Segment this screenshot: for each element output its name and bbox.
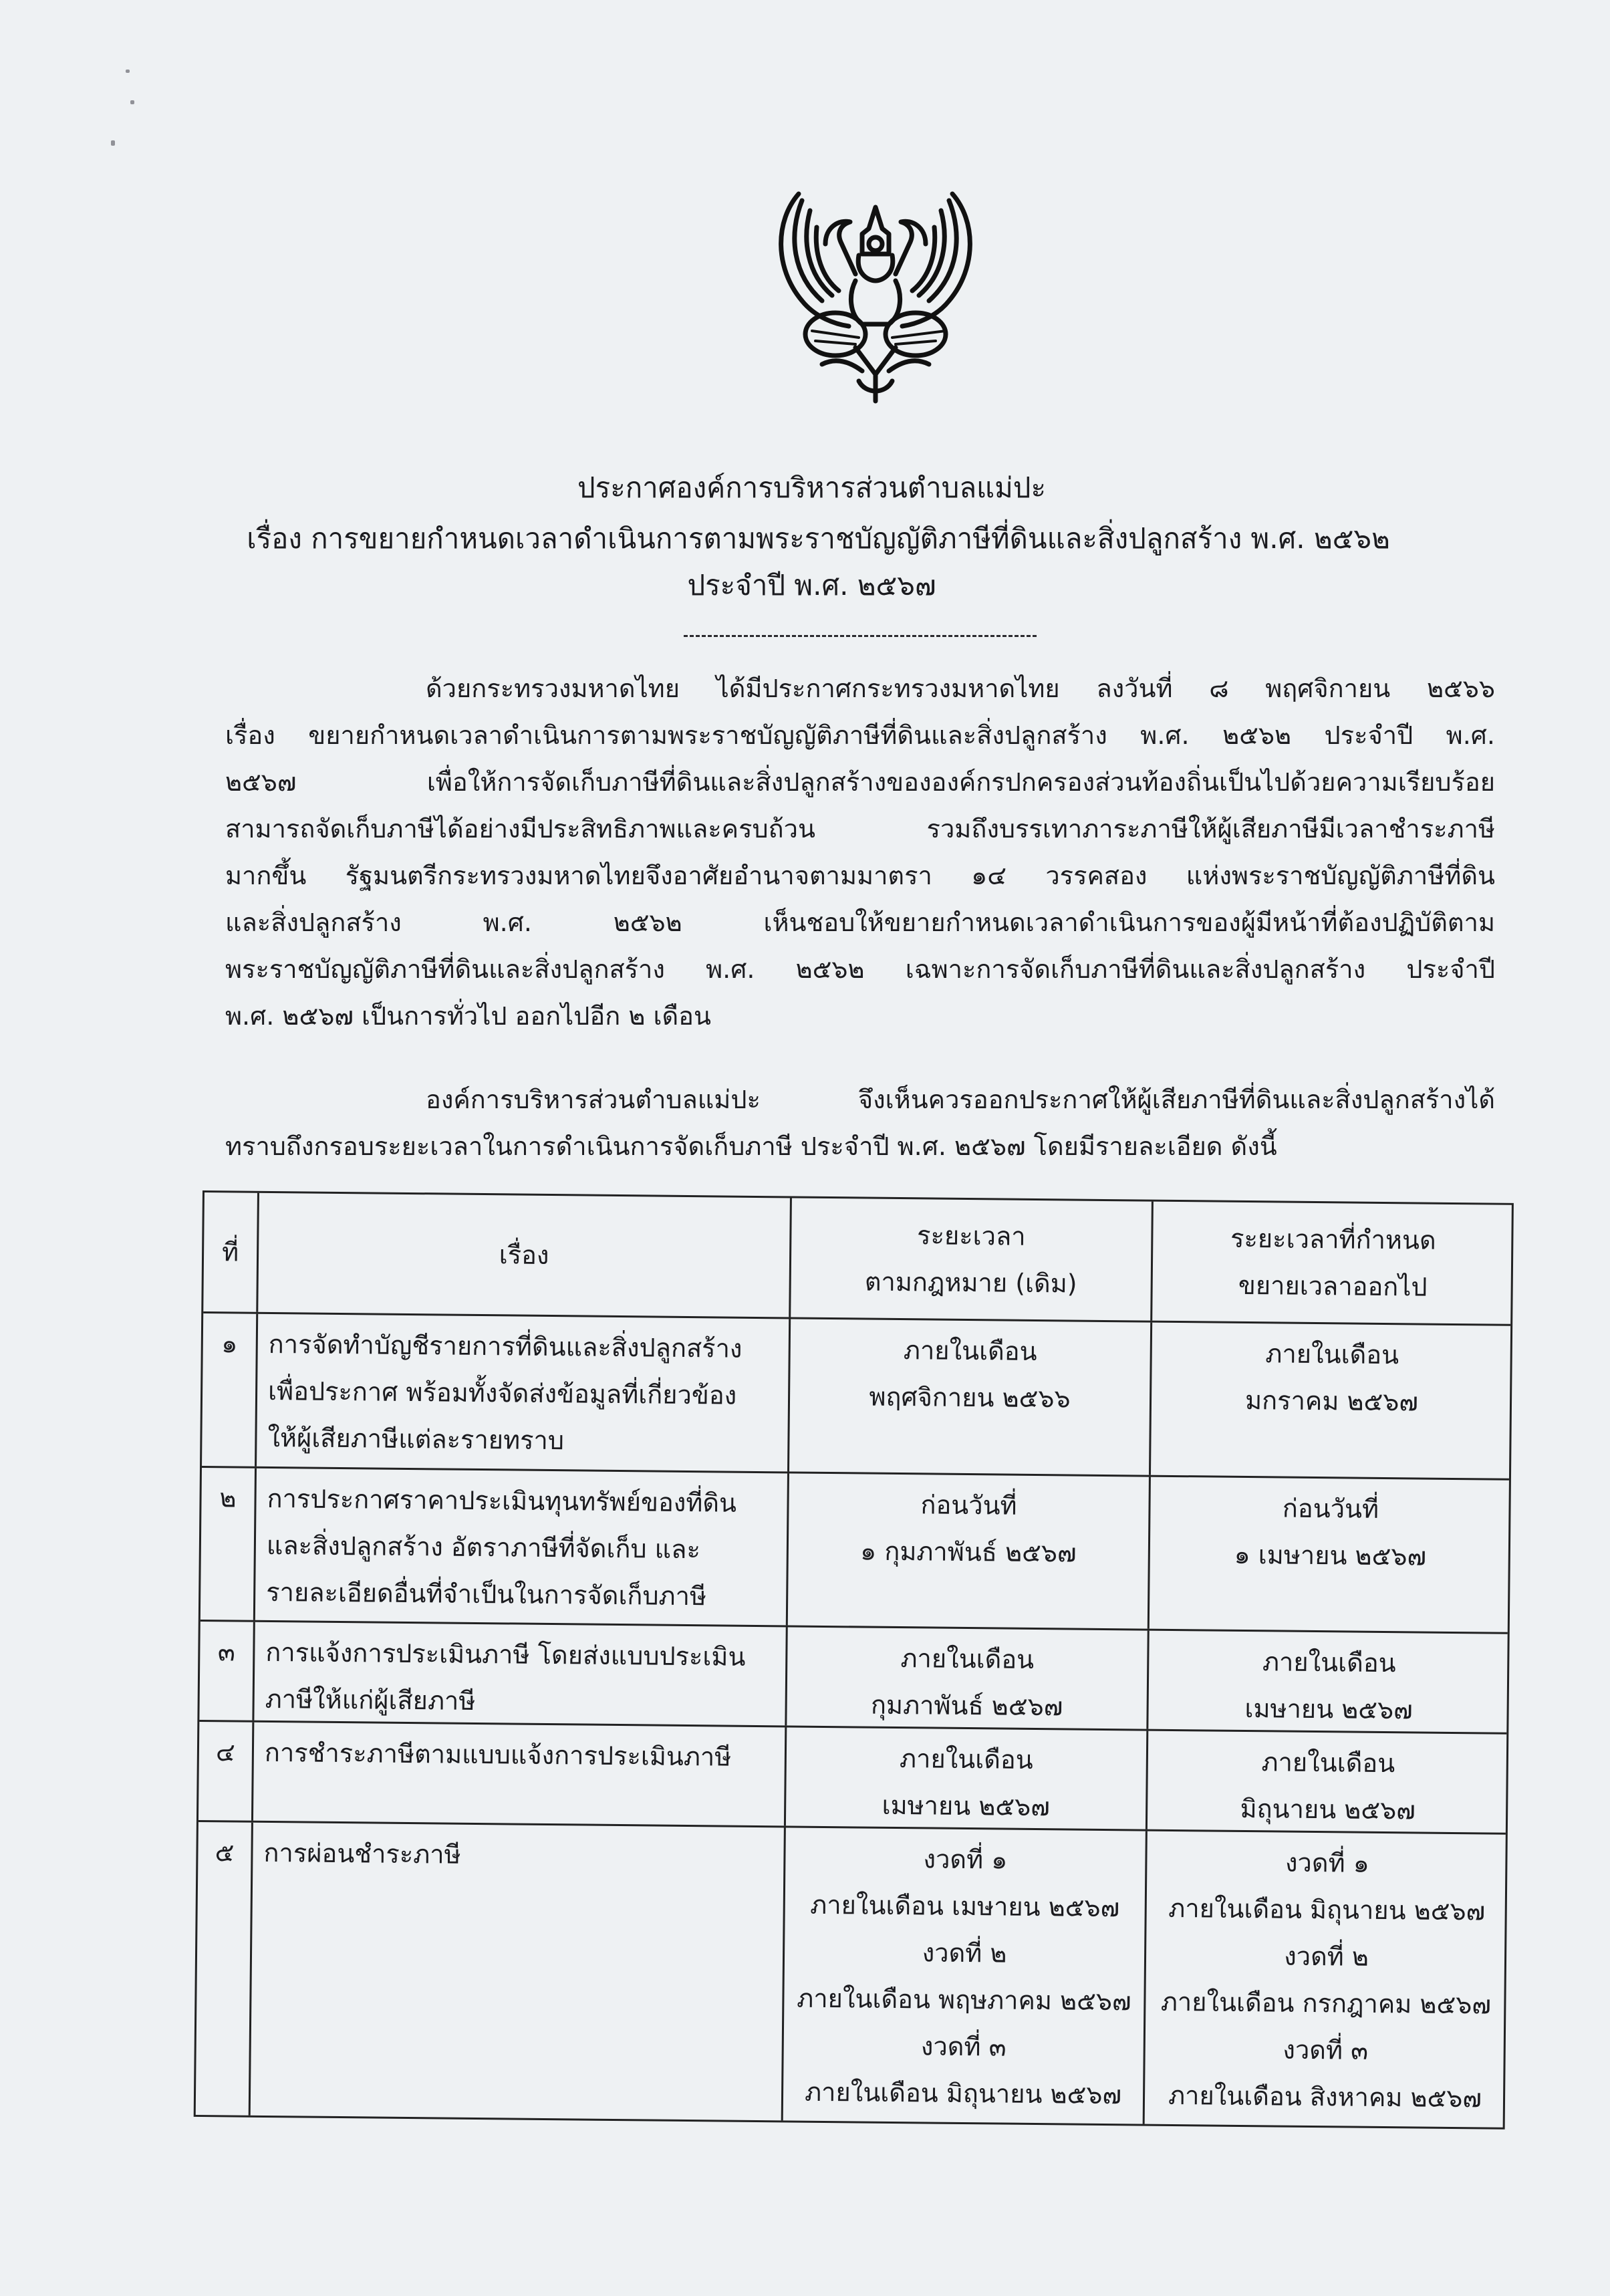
row-topic: การแจ้งการประเมินภาษี โดยส่งแบบประเมิน ภาษีให้แก่ผู้เสียภาษี (254, 1622, 787, 1726)
paragraph-line: ด้วยกระทรวงมหาดไทย ได้มีประกาศกระทรวงมหาดไทย ลงวันที่ ๘ พฤศจิกายน ๒๕๖๖ (426, 674, 1495, 703)
row-topic: การจัดทำบัญชีรายการที่ดินและสิ่งปลูกสร้าง เพื่อประกาศ พร้อมทั้งจัดส่งข้อมูลที่เกี่ยวข้อง ให้ผู้เสียภาษีแต่ละรายทราบ (257, 1314, 791, 1472)
paragraph-line: ทราบถึงกรอบระยะเวลาในการดำเนินการจัดเก็บภาษี ประจำปี พ.ศ. ๒๕๖๗ โดยมีรายละเอียด ดังนี้ (225, 1132, 1277, 1161)
tax-schedule-table (194, 1190, 1514, 2130)
row-extended-period: ภายในเดือน เมษายน ๒๕๖๗ (1244, 1647, 1413, 1725)
row-extended-period: งวดที่ ๑ ภายในเดือน มิถุนายน ๒๕๖๗ งวดที่ ๒ ภายในเดือน กรกฎาคม ๒๕๖๗ งวดที่ ๓ ภายในเดือน สิงหาคม ๒๕๖๗ (1160, 1847, 1492, 2114)
paragraph-line: องค์การบริหารส่วนตำบลแม่ปะ จึงเห็นควรออกประกาศให้ผู้เสียภาษีที่ดินและสิ่งปลูกสร้างได้ (426, 1085, 1495, 1114)
organization-line: ประกาศองค์การบริหารส่วนตำบลแม่ปะ (577, 471, 1047, 504)
header-topic: เรื่อง (258, 1193, 792, 1317)
announcement-year (0, 560, 1610, 611)
title-separator (684, 635, 1037, 637)
table-row (200, 1468, 1509, 1634)
garuda-emblem-icon (762, 180, 989, 408)
announcement-title (0, 463, 1610, 513)
row-extended-period: ภายในเดือน มิถุนายน ๒๕๖๗ (1240, 1747, 1416, 1825)
year-line: ประจำปี พ.ศ. ๒๕๖๗ (687, 569, 936, 602)
scan-speck (126, 70, 130, 73)
row-topic: การชำระภาษีตามแบบแจ้งการประเมินภาษี (253, 1723, 787, 1826)
table-header-row (203, 1192, 1512, 1326)
table-row (198, 1722, 1506, 1835)
row-original-period: ภายในเดือน พฤศจิกายน ๒๕๖๖ (789, 1319, 1152, 1475)
header-original-period: ระยะเวลา ตามกฎหมาย (เดิม) (791, 1198, 1154, 1320)
paragraph-line: ๒๕๖๗ เพื่อให้การจัดเก็บภาษีที่ดินและสิ่งปลูกสร้างขององค์กรปกครองส่วนท้องถิ่นเป็นไปด้วยความเรียบร้อย (225, 767, 1495, 797)
header-extended-period: ระยะเวลาที่กำหนด ขยายเวลาออกไป (1230, 1223, 1436, 1302)
paragraph-line: พ.ศ. ๒๕๖๗ เป็นการทั่วไป ออกไปอีก ๒ เดือน (225, 1001, 711, 1031)
row-number: ๑ (202, 1313, 258, 1466)
subject-line: เรื่อง การขยายกำหนดเวลาดำเนินการตามพระราชบัญญัติภาษีที่ดินและสิ่งปลูกสร้าง พ.ศ. ๒๕๖๒ (247, 522, 1390, 555)
paragraph-line: มากขึ้น รัฐมนตรีกระทรวงมหาดไทยจึงอาศัยอำนาจตามมาตรา ๑๔ วรรคสอง แห่งพระราชบัญญัติภาษีที่ดิน (225, 861, 1495, 890)
table-row (202, 1313, 1510, 1481)
paragraph-line: เรื่อง ขยายกำหนดเวลาดำเนินการตามพระราชบัญญัติภาษีที่ดินและสิ่งปลูกสร้าง พ.ศ. ๒๕๖๒ ประจำปี พ.ศ. (225, 721, 1495, 750)
row-extended-period: ก่อนวันที่ ๑ เมษายน ๒๕๖๗ (1234, 1493, 1427, 1571)
row-original-period: งวดที่ ๑ ภายในเดือน เมษายน ๒๕๖๗ งวดที่ ๒ ภายในเดือน พฤษภาคม ๒๕๖๗ งวดที่ ๓ ภายในเดือน มิถุนายน ๒๕๖๗ (783, 1827, 1148, 2124)
row-number: ๕ (196, 1822, 253, 2116)
paragraph-line: พระราชบัญญัติภาษีที่ดินและสิ่งปลูกสร้าง พ.ศ. ๒๕๖๒ เฉพาะการจัดเก็บภาษีที่ดินและสิ่งปลูกสร้าง ประจำปี (225, 954, 1495, 984)
table-row (196, 1822, 1506, 2128)
scan-speck (111, 140, 115, 146)
header-no: ที่ (203, 1192, 259, 1312)
paragraph-line: และสิ่งปลูกสร้าง พ.ศ. ๒๕๖๒ เห็นชอบให้ขยายกำหนดเวลาดำเนินการของผู้มีหน้าที่ต้องปฏิบัติตาม (225, 908, 1495, 937)
row-number: ๓ (199, 1622, 255, 1720)
row-number: ๔ (198, 1722, 254, 1821)
body-paragraph-2 (225, 1076, 1495, 1170)
row-extended-period: ภายในเดือน มกราคม ๒๕๖๗ (1244, 1339, 1419, 1417)
scan-speck (130, 100, 134, 104)
row-original-period: ก่อนวันที่ ๑ กุมภาพันธ์ ๒๕๖๗ (788, 1473, 1151, 1628)
row-number: ๒ (200, 1468, 257, 1620)
paragraph-line: สามารถจัดเก็บภาษีได้อย่างมีประสิทธิภาพและครบถ้วน รวมถึงบรรเทาภาระภาษีให้ผู้เสียภาษีมีเวลาชำระภาษี (225, 814, 1495, 844)
row-topic: การผ่อนชำระภาษี (251, 1823, 786, 2121)
table-row (199, 1622, 1507, 1735)
announcement-subject (0, 513, 1610, 564)
row-original-period: ภายในเดือน เมษายน ๒๕๖๗ (786, 1727, 1148, 1829)
row-original-period: ภายในเดือน กุมภาพันธ์ ๒๕๖๗ (787, 1627, 1149, 1729)
row-topic: การประกาศราคาประเมินทุนทรัพย์ของที่ดิน และสิ่งปลูกสร้าง อัตราภาษีที่จัดเก็บ และ รายละเอียดอื่นที่จำเป็นในการจัดเก็บภาษี (255, 1469, 789, 1626)
body-paragraph-1 (225, 665, 1495, 1039)
